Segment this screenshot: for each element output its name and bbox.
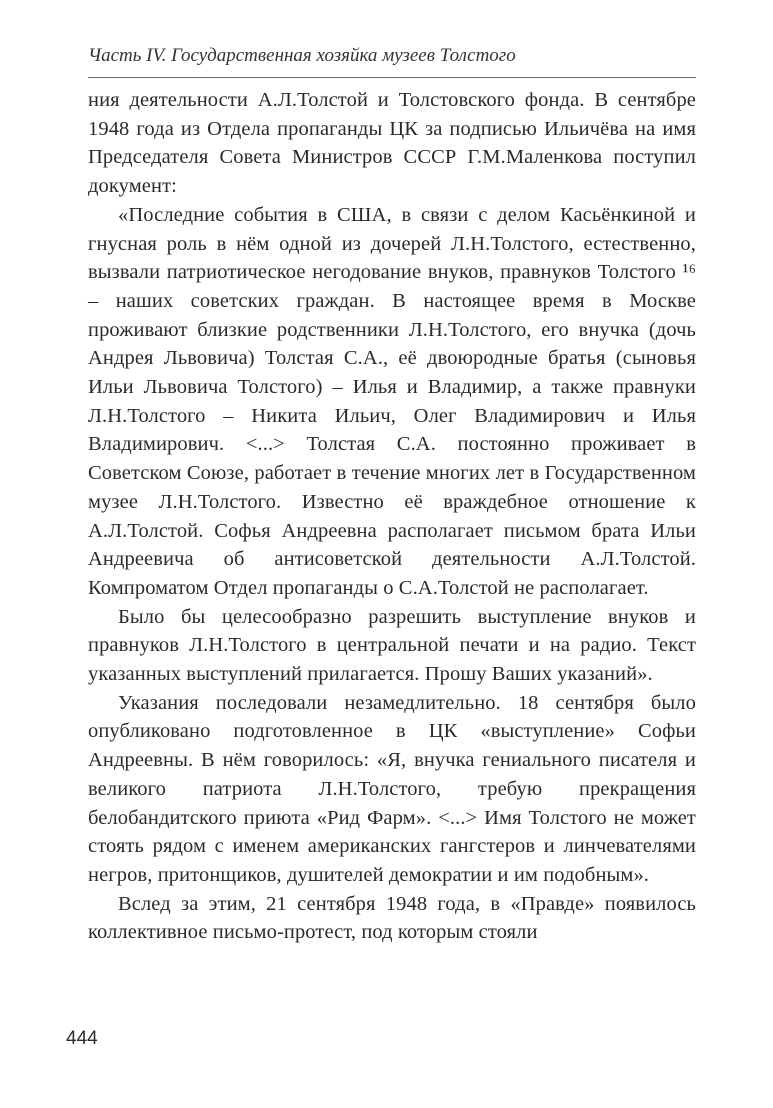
paragraph-quote-request: Было бы целесообразно разрешить выступление внуков и правнуков Л.Н.Толстого в центральной печати и на радио. Текст указанных выступлений прилагается. Прошу Ваших указаний». [88,605,696,686]
page-number: 444 [66,1028,98,1049]
running-head: Часть IV. Государственная хозяйка музеев Толстого [88,45,516,66]
paragraph-quote-document: «Последние события в США, в связи с делом Касьёнкиной и гнусная роль в нём одной из дочерей Л.Н.Толстого, естественно, вызвали патриотическое негодование внуков, правнуков Толстого ¹⁶ – наших советских граждан. В настоящее время в Москве проживают близкие родственники Л.Н.Толстого, его внучка (дочь Андрея Львовича) Толстая С.А., её двоюродные братья (сыновья Ильи Львовича Толстого) – Илья и Владимир, а также правнуки Л.Н.Толстого – Никита Ильич, Олег Владимирович и Илья Владимирович. <...> Толстая С.А. постоянно проживает в Советском Союзе, работает в течение многих лет в Государственном музее Л.Н.Толстого. Известно её враждебное отношение к А.Л.Толстой. Софья Андреевна располагает письмом брата Ильи Андреевича об антисоветской деятельности А.Л.Толстой. Компроматом Отдел пропаганды о С.А.Толстой не располагает. [88,203,696,599]
body-text [88,86,696,947]
paragraph-continuation: ния деятельности А.Л.Толстой и Толстовского фонда. В сентябре 1948 года из Отдела пропаганды ЦК за подписью Ильичёва на имя Председателя Совета Министров СССР Г.М.Маленкова поступил документ: [88,89,696,198]
paragraph-publication: Указания последовали незамедлительно. 18 сентября было опубликовано подготовленное в ЦК «выступление» Софьи Андреевны. В нём говорилось: «Я, внучка гениального писателя и великого патриота Л.Н.Толстого, требую прекращения белобандитского приюта «Рид Фарм». <...> Имя Толстого не может стоять рядом с именем американских гангстеров и линчевателями негров, притонщиков, душителей демократии и им подобным». [88,691,696,886]
header-rule [88,77,696,78]
paragraph-pravda-letter: Вслед за этим, 21 сентября 1948 года, в «Правде» появилось коллективное письмо-протест, под которым стояли [88,892,696,944]
